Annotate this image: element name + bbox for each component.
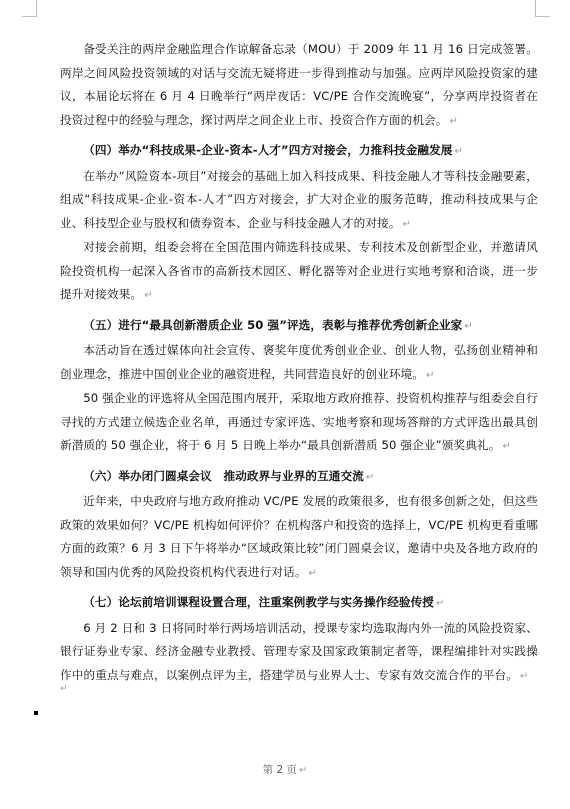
crop-mark-top-left — [22, 0, 37, 17]
paragraph-mark: ↵ — [520, 670, 529, 682]
paragraph-mark: ↵ — [402, 218, 412, 230]
paragraph-top50-selection: 50 强企业的评选将从全国范围内展开，采取地方政府推荐、投资机构推荐与组委会自行寻找的方式建立候选企业名单，再通过专家评选、实地考察和现场答辩的方式评选出最具创新潜质的 50 强企业，将于 6 月 5 日晚上举办“最具创新潜质 50 强企业”颁奖典礼。 ↵ — [60, 391, 538, 452]
paragraph-activity-purpose: 本活动旨在透过媒体向社会宣传、褒奖年度优秀创业企业、创业人物，弘扬创业精神和创业理念，推进中国创业企业的融资进程，共同营造良好的创业环境。 ↵ — [60, 343, 538, 381]
section-heading-6: （六）举办闭门圆桌会议 推动政界与业界的互通交流 ↵ — [83, 468, 375, 483]
paragraph-mark: ↵ — [144, 290, 153, 301]
page-footer — [0, 762, 570, 777]
paragraph-mou: 备受关注的两岸金融监理合作谅解备忘录（MOU）于 2009 年 11 月 16 日完成签署。两岸之间风险投资领域的对话与交流无疑将进一步得到推动与加强。应两岸风险投资家的建议，本届论坛将在 6 月 4 日晚举行“两岸夜话：VC/PE 合作交流晚宴”，分享两岸投资者在投资过程中的经验与理念，探讨两岸之间企业上市、投资合作方面的机会。 ↵ — [60, 42, 538, 127]
paragraph-mark: ↵ — [436, 598, 445, 609]
paragraph-mark: ↵ — [502, 441, 511, 452]
section-heading-4: （四）举办“科技成果-企业-资本-人才”四方对接会，力推科技金融发展 ↵ — [83, 143, 463, 157]
paragraph-mark: ↵ — [464, 320, 473, 332]
crop-mark-top-right — [535, 0, 550, 17]
section-heading-5: （五）进行“最具创新潜质企业 50 强”评选，表彰与推荐优秀创新企业家 ↵ — [83, 317, 473, 332]
paragraph-policy-roundtable: 近年来，中央政府与地方政府推动 VC/PE 发展的政策很多，也有很多创新之处，但这些政策的效果如何？VC/PE 机构如何评价？在机构落户和投资的选择上，VC/PE 机构更看重哪方面的政策？6 月 3 日下午将举办“区域政策比较”闭门圆桌会议，邀请中央及各地方政府的领导和国内优秀的风险投资机构代表进行对话。 ↵ — [60, 494, 538, 579]
paragraph-mark: ↵ — [365, 471, 375, 483]
paragraph-mark: ↵ — [449, 115, 459, 127]
section-heading-7: （七）论坛前培训课程设置合理，注重案例教学与实务操作经验传授 ↵ — [83, 595, 445, 609]
paragraph-training: 6 月 2 日和 3 日将同时举行两场培训活动，授课专家均选取海内外一流的风险投资家、银行证券业专家、经济金融专业教授、管理专家及国家政策制定者等，课程编排针对实践操作中的重点与难点，以案例点评为主，搭建学员与业界人士、专家有效交流合作的平台。 ↵ — [60, 620, 538, 682]
section-break-marker — [34, 711, 38, 715]
paragraph-mark: ↵ — [298, 765, 308, 776]
paragraph-pre-meeting: 对接会前期，组委会将在全国范围内筛选科技成果、专利技术及创新型企业，并邀请风险投资机构一起深入各省市的高新技术园区、孵化器等对企业进行实地考察和洽谈，进一步提升对接效果。 ↵ — [60, 240, 538, 301]
empty-paragraph-mark: ↵ — [60, 684, 68, 694]
paragraph-mark: ↵ — [454, 146, 463, 157]
paragraph-mark: ↵ — [426, 369, 435, 381]
document-body — [60, 38, 538, 688]
paragraph-four-party-meeting: 在举办“风险资本-项目”对接会的基础上加入科技成果、科技金融人才等科技金融要素，组成“科技成果-企业-资本-人才”四方对接会，扩大对企业的服务范畴，推动科技成果与企业、科技型企业与股权和债券资本、企业与科技金融人才的对接。 ↵ — [60, 168, 538, 230]
page-number: 第 2 页 — [262, 764, 297, 776]
paragraph-mark: ↵ — [308, 567, 318, 579]
